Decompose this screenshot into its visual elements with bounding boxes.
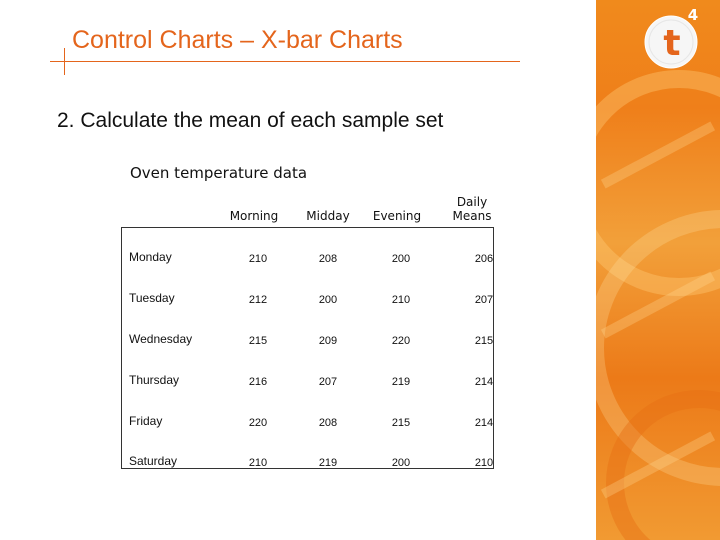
cell-value: 220	[248, 417, 268, 429]
cell-value: 210	[248, 457, 268, 469]
cell-value: 207	[318, 376, 338, 388]
cell-value-mean: 207	[474, 294, 494, 306]
row-label-tuesday: Tuesday	[129, 291, 175, 305]
cell-value-mean: 206	[474, 253, 494, 265]
cell-value: 212	[248, 294, 268, 306]
cell-value: 210	[391, 294, 411, 306]
logo-letter: t	[663, 23, 681, 64]
logo-superscript: 4	[687, 6, 699, 24]
cell-value: 210	[248, 253, 268, 265]
t4-logo-icon	[643, 6, 703, 72]
title-divider	[50, 61, 520, 62]
slide-title: Control Charts – X-bar Charts	[72, 26, 403, 54]
cell-value: 200	[318, 294, 338, 306]
cell-value: 215	[391, 417, 411, 429]
table-caption: Oven temperature data	[130, 164, 308, 182]
cell-value-mean: 214	[474, 376, 494, 388]
cell-value: 220	[391, 335, 411, 347]
column-header-daily-line1: Daily	[456, 195, 488, 209]
row-label-wednesday: Wednesday	[129, 332, 193, 346]
column-header-daily-line2: Means	[452, 209, 492, 223]
decorative-side-panel	[596, 0, 720, 540]
cell-value: 209	[318, 335, 338, 347]
column-header-midday: Midday	[306, 209, 350, 223]
row-label-saturday: Saturday	[129, 454, 178, 468]
row-label-friday: Friday	[129, 414, 163, 428]
row-label-thursday: Thursday	[129, 373, 180, 387]
cell-value: 216	[248, 376, 268, 388]
cell-value: 219	[391, 376, 411, 388]
cell-value-mean: 210	[474, 457, 494, 469]
slide-subtitle: 2. Calculate the mean of each sample set	[57, 109, 444, 132]
cell-value-mean: 215	[474, 335, 494, 347]
cell-value: 219	[318, 457, 338, 469]
cell-value-mean: 214	[474, 417, 494, 429]
cell-value: 200	[391, 253, 411, 265]
row-label-monday: Monday	[129, 250, 172, 264]
cell-value: 208	[318, 253, 338, 265]
cell-value: 215	[248, 335, 268, 347]
title-divider-tick	[64, 48, 65, 75]
cell-value: 208	[318, 417, 338, 429]
cell-value: 200	[391, 457, 411, 469]
column-header-morning: Morning	[229, 209, 279, 223]
column-header-evening: Evening	[372, 209, 422, 223]
column-header-daily-means	[442, 195, 502, 223]
